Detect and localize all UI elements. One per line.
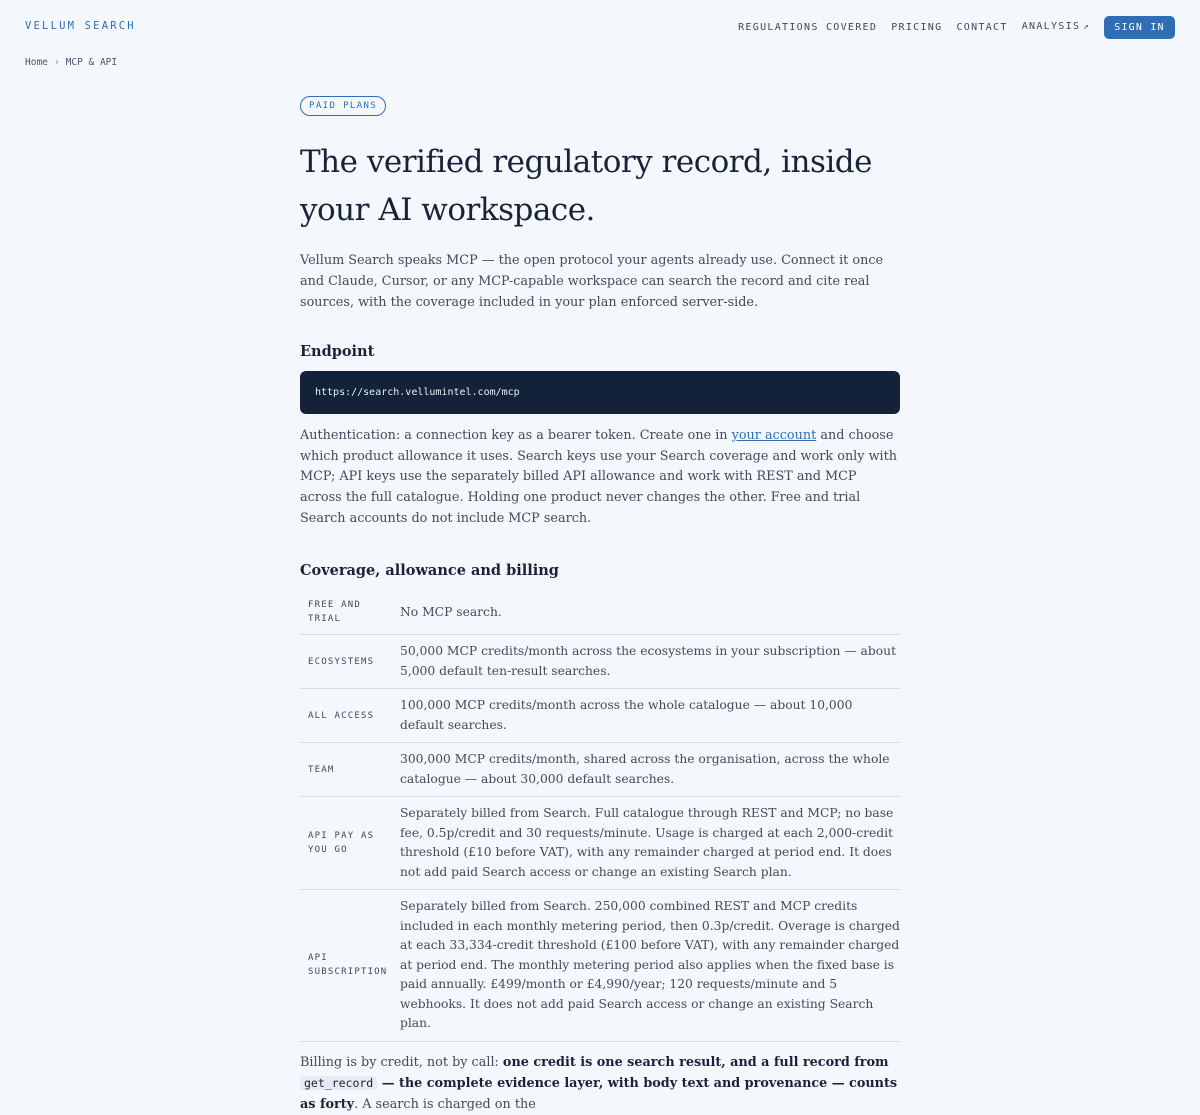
row-label: API SUBSCRIPTION	[300, 890, 400, 1042]
row-label: ALL ACCESS	[300, 689, 400, 743]
row-label: API PAY AS YOU GO	[300, 797, 400, 890]
row-label: ECOSYSTEMS	[300, 635, 400, 689]
row-value: No MCP search.	[400, 591, 900, 635]
row-value: 50,000 MCP credits/month across the ecosystems in your subscription — about 5,000 default ten-result searches.	[400, 635, 900, 689]
row-value: Separately billed from Search. 250,000 combined REST and MCP credits included in each monthly metering period, then 0.3p/credit. Overage is charged at each 33,334-credit threshold (£100 before VAT), with any remainder charged at period end. The monthly metering period also applies when the fixed base is paid annually. £499/month or £4,990/year; 120 requests/minute and 5 webhooks. It does not add paid Search access or change an existing Search plan.	[400, 890, 900, 1042]
get-record-code: get_record	[300, 1076, 377, 1090]
table-row	[300, 797, 900, 890]
table-row	[300, 591, 900, 635]
brand-logo[interactable]: VELLUM SEARCH	[25, 20, 136, 32]
breadcrumb-current: MCP & API	[65, 57, 118, 68]
page-title: The verified regulatory record, inside your AI workspace.	[300, 144, 872, 228]
row-label: FREE AND TRIAL	[300, 591, 400, 635]
auth-text-after: and choose which product allowance it uses. Search keys use your Search coverage and work only with MCP; API keys use the separately billed API allowance and work with REST and MCP across the full catalogue. Holding one product never changes the other. Free and trial Search accounts do not include MCP search.	[300, 428, 898, 526]
billing-paragraph	[300, 1052, 900, 1115]
intro-paragraph: Vellum Search speaks MCP — the open protocol your agents already use. Connect it once and Claude, Cursor, or any MCP-capable workspace can search the record and cite real sources, with the coverage included in your plan enforced server-side.	[300, 253, 884, 310]
billing-tail: . A search is charged on the	[354, 1096, 536, 1112]
top-navigation	[0, 0, 1200, 54]
endpoint-code-block[interactable]: https://search.vellumintel.com/mcp	[300, 371, 900, 414]
table-row	[300, 890, 900, 1042]
billing-bold-1: one credit is one search result, and a full record from	[502, 1054, 889, 1070]
nav-analysis[interactable]	[1022, 15, 1090, 39]
table-row	[300, 743, 900, 797]
endpoint-heading: Endpoint	[300, 343, 375, 360]
breadcrumb-separator-icon: ›	[53, 57, 60, 68]
row-value: 300,000 MCP credits/month, shared across the organisation, across the whole catalogue — about 30,000 default searches.	[400, 743, 900, 797]
billing-intro: Billing is by credit, not by call:	[300, 1054, 503, 1070]
row-value: 100,000 MCP credits/month across the whole catalogue — about 10,000 default searches.	[400, 689, 900, 743]
your-account-link[interactable]: your account	[731, 428, 817, 443]
auth-text-before: Authentication: a connection key as a bearer token. Create one in	[300, 428, 732, 443]
nav-analysis-label: ANALYSIS	[1021, 21, 1081, 32]
row-value: Separately billed from Search. Full catalogue through REST and MCP; no base fee, 0.5p/credit and 30 requests/minute. Usage is charged at each 2,000-credit threshold (£10 before VAT), with any remainder charged at period end. It does not add paid Search access or change an existing Search plan.	[400, 797, 900, 890]
table-row	[300, 689, 900, 743]
main-content	[300, 93, 900, 1115]
plan-badge: PAID PLANS	[300, 96, 386, 116]
external-link-icon: ↗	[1083, 22, 1090, 32]
coverage-heading: Coverage, allowance and billing	[300, 561, 559, 579]
nav-regulations-covered[interactable]: REGULATIONS COVERED	[738, 21, 878, 33]
breadcrumb	[25, 57, 117, 68]
authentication-paragraph	[300, 426, 900, 530]
row-label: TEAM	[300, 743, 400, 797]
sign-in-button[interactable]: SIGN IN	[1104, 16, 1175, 39]
coverage-table	[300, 591, 900, 1042]
breadcrumb-home[interactable]: Home	[25, 57, 48, 68]
nav-pricing[interactable]: PRICING	[891, 21, 943, 33]
billing-bold-2: — the complete evidence layer, with body text and provenance — counts as forty	[300, 1075, 898, 1112]
main-nav	[724, 15, 1175, 39]
table-row	[300, 635, 900, 689]
nav-contact[interactable]: CONTACT	[956, 21, 1008, 33]
